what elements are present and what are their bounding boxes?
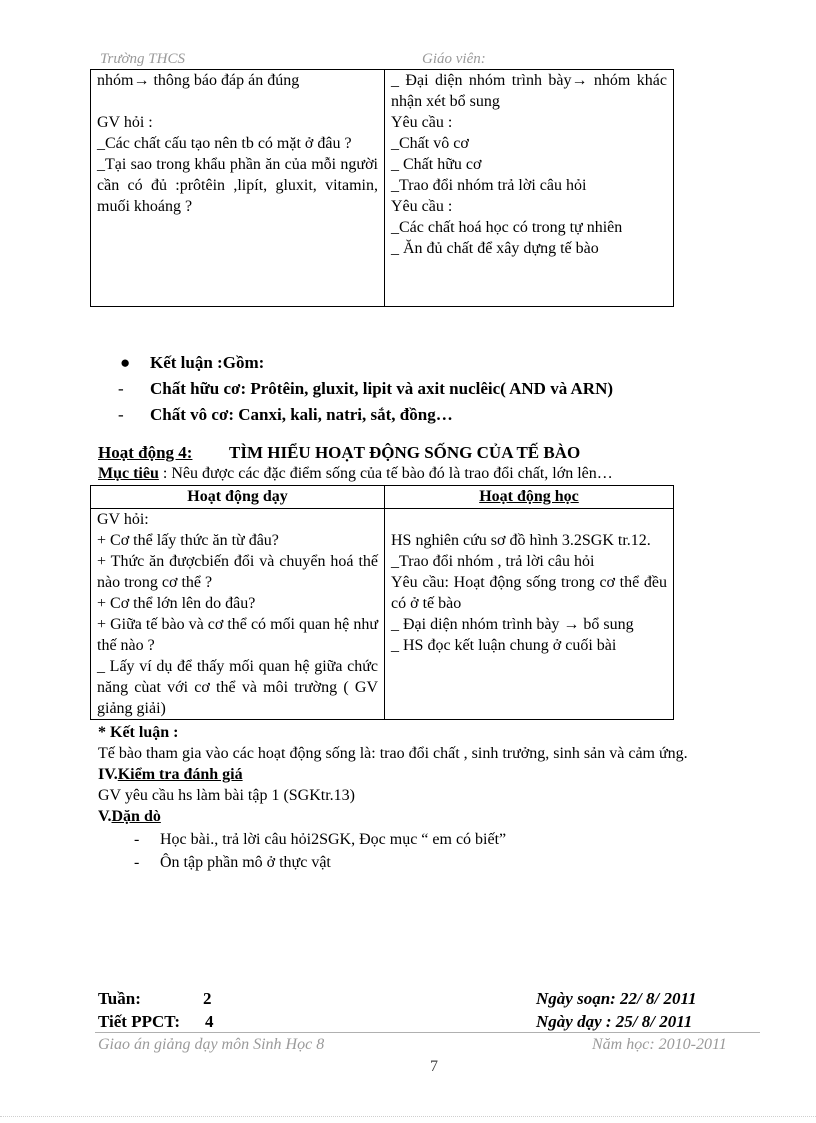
table-line: _ Chất hữu cơ [391, 156, 482, 173]
table-line: + Cơ thể lớn lên do đâu? [97, 595, 256, 612]
period-value: 4 [205, 1012, 214, 1031]
list-item [120, 350, 613, 376]
footer-subject: Giao án giảng dạy môn Sinh Học 8 [98, 1036, 325, 1053]
footer-divider [95, 1032, 760, 1033]
lesson-wrapup [98, 722, 762, 873]
header-teacher: Giáo viên: [422, 51, 486, 67]
column-header: Hoạt động học [385, 486, 674, 509]
header-school: Trường THCS [100, 51, 185, 67]
assessment-text: GV yêu cầu hs làm bài tập 1 (SGKtr.13) [98, 787, 355, 804]
table-line: + Giữa tế bào và cơ thể có mối quan hệ như thế nào ? [97, 616, 378, 654]
section-number: IV. [98, 766, 118, 783]
activity-heading [98, 442, 581, 463]
table-line: _Trao đổi nhóm , trả lời câu hỏi [391, 553, 595, 570]
table-line: _Tại sao trong khẩu phần ăn của mỗi người cần có đủ :prôtêin ,lipít, gluxit, vitamin, muối khoáng ? [97, 156, 378, 215]
dash-icon: - [134, 854, 140, 871]
table-line: _Các chất hoá học có trong tự nhiên [391, 219, 623, 236]
conclusion-list [120, 350, 613, 428]
week-value: 2 [203, 989, 212, 1008]
section-number: V. [98, 808, 112, 825]
organic-substances: Chất hữu cơ: Prôtêin, gluxit, lipit và axit nuclêic( AND và ARN) [150, 379, 614, 398]
table-line: GV hỏi: [97, 511, 149, 528]
page-edge-divider [0, 1116, 816, 1117]
conclusion-heading: * Kết luận : [98, 724, 179, 741]
objective-text: : Nêu được các đặc điểm sống của tế bào đó là trao đổi chất, lớn lên… [158, 465, 613, 482]
dash-icon: - [118, 405, 124, 424]
page-header [100, 49, 520, 70]
section-heading [98, 764, 762, 785]
activity-label: Hoạt động 4: [98, 443, 193, 462]
inorganic-substances: Chất vô cơ: Canxi, kali, natri, sắt, đồng… [150, 405, 453, 424]
footer-school-year: Năm học: 2010-2011 [592, 1036, 727, 1053]
learning-column [385, 509, 674, 720]
activity-title: TÌM HIỂU HOẠT ĐỘNG SỐNG CỦA TẾ BÀO [229, 443, 581, 462]
list-item [98, 852, 762, 873]
conclusion-text: Tế bào tham gia vào các hoạt động sống là: trao đổi chất , sinh trưởng, sinh sản và cảm ứng. [98, 745, 688, 762]
teaching-column [91, 70, 385, 307]
week-label: Tuần: [98, 989, 141, 1008]
homework-item: Ôn tập phần mô ở thực vật [160, 854, 331, 871]
table-line: _Chất vô cơ [391, 135, 469, 152]
learning-column [385, 70, 674, 307]
page-number: 7 [430, 1058, 438, 1075]
table-line [97, 91, 378, 112]
section-title: Dặn dò [111, 808, 161, 825]
table-line: _ Đại diện nhóm trình bày → bổ sung [391, 616, 634, 633]
list-item [120, 376, 613, 402]
bullet-icon: ● [120, 353, 131, 372]
table-line: _ Ăn đủ chất để xây dựng tế bào [391, 240, 599, 257]
table-line: _Các chất cấu tạo nên tb có mặt ở đâu ? [97, 135, 352, 152]
dash-icon: - [134, 831, 140, 848]
list-item [98, 829, 762, 850]
table-line: Yêu cầu : [391, 114, 453, 131]
activity-table-continued [90, 69, 674, 307]
section-title: Kiểm tra đánh giá [117, 766, 243, 783]
table-line [391, 509, 667, 530]
table-line: GV hỏi : [97, 114, 153, 131]
objective [98, 463, 613, 484]
conclusion-heading: Kết luận :Gồm: [150, 353, 265, 372]
objective-label: Mục tiêu [98, 465, 159, 482]
table-line: _Trao đổi nhóm trả lời câu hỏi [391, 177, 587, 194]
dash-icon: - [118, 379, 124, 398]
period-label: Tiết PPCT: [98, 1012, 180, 1031]
table-line: _ HS đọc kết luận chung ở cuối bài [391, 637, 617, 654]
teaching-column [91, 509, 385, 720]
table-line: + Cơ thể lấy thức ăn từ đâu? [97, 532, 279, 549]
table-line: nhóm→ thông báo đáp án đúng [97, 72, 300, 89]
table-line: _ Lấy ví dụ để thấy mối quan hệ giữa chức năng cùat với cơ thể và môi trường ( GV giảng giải) [97, 658, 378, 717]
homework-item: Học bài., trả lời câu hỏi2SGK, Đọc mục “ em có biết” [160, 831, 507, 848]
table-line: HS nghiên cứu sơ đồ hình 3.2SGK tr.12. [391, 532, 651, 549]
table-line: Yêu cầu: Hoạt động sống trong cơ thể đều có ở tế bào [391, 574, 667, 612]
activity-table [90, 485, 674, 720]
list-item [120, 402, 613, 428]
teaching-date: Ngày dạy : 25/ 8/ 2011 [536, 1012, 693, 1031]
prepared-date: Ngày soạn: 22/ 8/ 2011 [536, 989, 697, 1008]
column-header: Hoạt động dạy [91, 486, 385, 509]
table-line: + Thức ăn đượcbiến đổi và chuyển hoá thế nào trong cơ thể ? [97, 553, 378, 591]
table-line: _ Đại diện nhóm trình bày→ nhóm khác nhận xét bổ sung [391, 72, 667, 110]
table-line: Yêu cầu : [391, 198, 453, 215]
section-heading [98, 806, 762, 827]
